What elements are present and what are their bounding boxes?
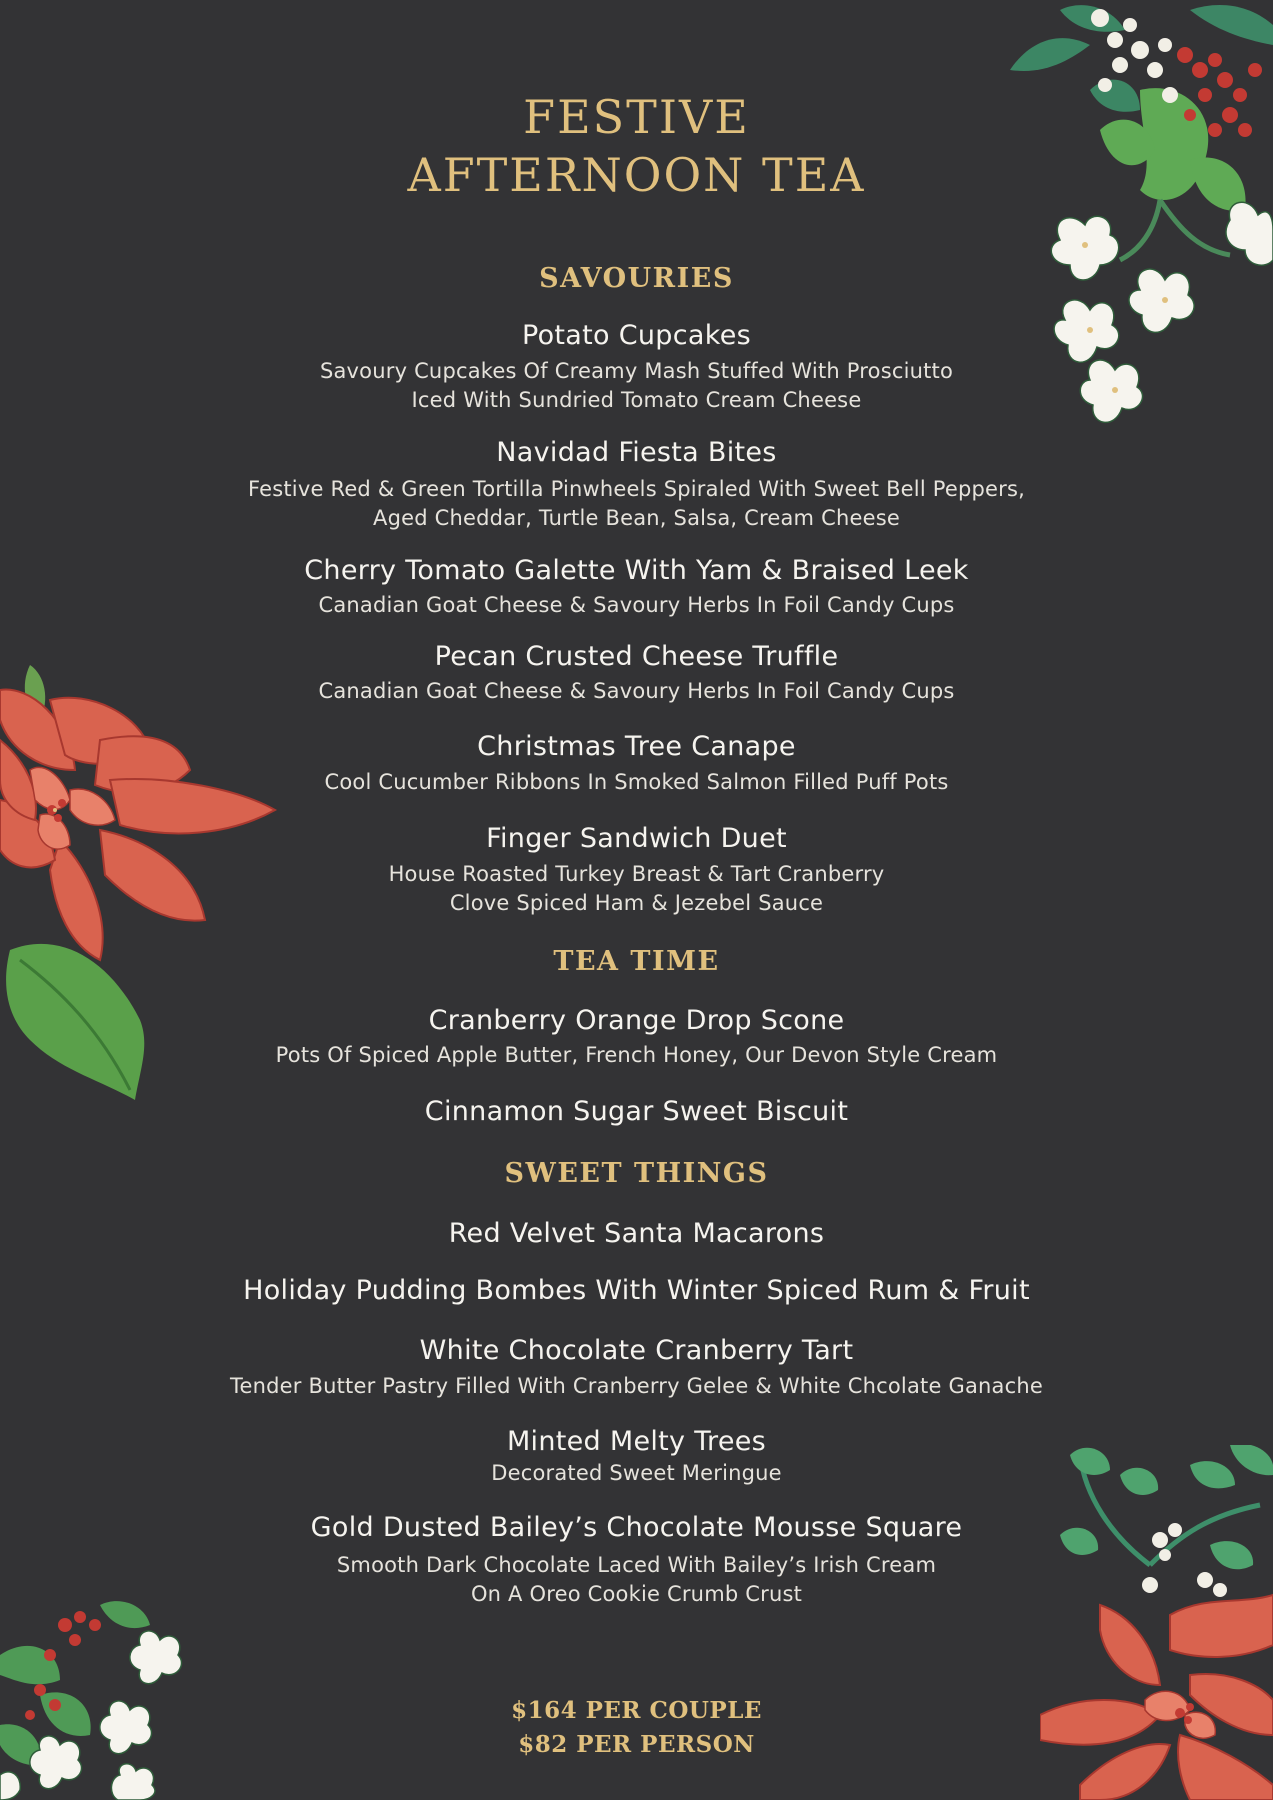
item-description: Cool Cucumber Ribbons In Smoked Salmon Filled Puff Pots bbox=[324, 770, 949, 794]
item-description: Clove Spiced Ham & Jezebel Sauce bbox=[449, 891, 824, 915]
item-red-velvet-santa-macarons: Red Velvet Santa Macarons bbox=[448, 1218, 825, 1249]
price-per-person: $82 PER PERSON bbox=[518, 1731, 755, 1758]
menu-title-line2: AFTERNOON TEA bbox=[407, 148, 866, 202]
item-description: Decorated Sweet Meringue bbox=[491, 1461, 782, 1485]
item-description: Tender Butter Pastry Filled With Cranberry Gelee & White Chcolate Ganache bbox=[230, 1374, 1043, 1398]
item-minted-melty-trees: Minted Melty Trees bbox=[506, 1426, 767, 1457]
item-description: House Roasted Turkey Breast & Tart Cranberry bbox=[388, 862, 885, 886]
item-cherry-tomato-galette: Cherry Tomato Galette With Yam & Braised Leek bbox=[304, 555, 969, 586]
section-heading-sweet-things: SWEET THINGS bbox=[504, 1158, 769, 1189]
item-description: On A Oreo Cookie Crumb Crust bbox=[470, 1582, 803, 1606]
item-pecan-crusted-cheese-truffle: Pecan Crusted Cheese Truffle bbox=[434, 641, 839, 672]
item-description: Iced With Sundried Tomato Cream Cheese bbox=[411, 388, 862, 412]
item-finger-sandwich-duet: Finger Sandwich Duet bbox=[486, 823, 787, 854]
item-description: Canadian Goat Cheese & Savoury Herbs In Foil Candy Cups bbox=[318, 679, 955, 703]
item-description: Savoury Cupcakes Of Creamy Mash Stuffed With Prosciutto bbox=[319, 359, 954, 383]
section-heading-savouries: SAVOURIES bbox=[539, 263, 734, 294]
item-description: Festive Red & Green Tortilla Pinwheels Spiraled With Sweet Bell Peppers, bbox=[247, 477, 1026, 501]
item-description: Aged Cheddar, Turtle Bean, Salsa, Cream Cheese bbox=[373, 506, 900, 530]
item-gold-dusted-baileys-mousse: Gold Dusted Bailey’s Chocolate Mousse Square bbox=[310, 1512, 963, 1543]
item-cranberry-orange-drop-scone: Cranberry Orange Drop Scone bbox=[428, 1005, 845, 1036]
item-description: Canadian Goat Cheese & Savoury Herbs In Foil Candy Cups bbox=[318, 593, 955, 617]
item-christmas-tree-canape: Christmas Tree Canape bbox=[477, 731, 796, 762]
item-cinnamon-sugar-sweet-biscuit: Cinnamon Sugar Sweet Biscuit bbox=[424, 1096, 849, 1127]
price-per-couple: $164 PER COUPLE bbox=[511, 1697, 762, 1724]
item-navidad-fiesta-bites: Navidad Fiesta Bites bbox=[496, 437, 777, 468]
item-description: Pots Of Spiced Apple Butter, French Honey, Our Devon Style Cream bbox=[275, 1043, 998, 1067]
item-white-chocolate-cranberry-tart: White Chocolate Cranberry Tart bbox=[419, 1335, 854, 1366]
item-description: Smooth Dark Chocolate Laced With Bailey’s Irish Cream bbox=[336, 1553, 937, 1577]
menu-title-line1: FESTIVE bbox=[523, 90, 750, 144]
item-holiday-pudding-bombes: Holiday Pudding Bombes With Winter Spiced Rum & Fruit bbox=[243, 1275, 1030, 1306]
section-heading-tea-time: TEA TIME bbox=[553, 946, 720, 977]
item-potato-cupcakes: Potato Cupcakes bbox=[521, 320, 751, 351]
